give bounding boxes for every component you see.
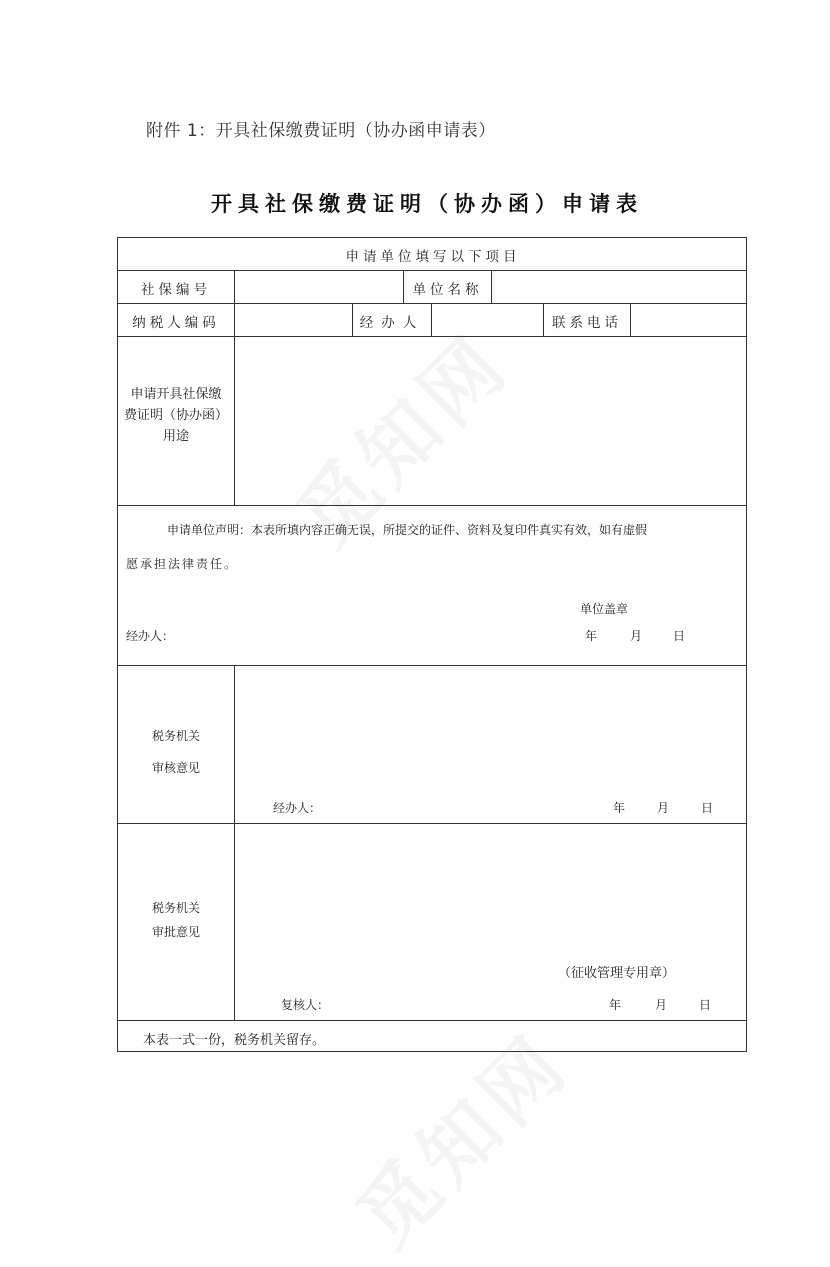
declaration-line-2: 愿承担法律责任。 (126, 557, 239, 571)
application-form (117, 237, 747, 1052)
tax-approval-label (118, 896, 234, 944)
social-security-no-field[interactable] (235, 271, 402, 303)
collection-stamp-label: （征收管理专用章） (558, 966, 676, 981)
unit-seal-label: 单位盖章 (580, 602, 629, 616)
tax-approval-day: 日 (699, 998, 712, 1012)
social-security-no-label: 社保编号 (141, 282, 211, 298)
tax-approval-month: 月 (655, 998, 668, 1012)
tax-review-year: 年 (613, 801, 626, 815)
purpose-field[interactable] (235, 337, 746, 504)
purpose-label-line-1: 申请开具社保缴 (130, 387, 222, 402)
applicant-section-header: 申请单位填写以下项目 (345, 249, 521, 265)
unit-name-label: 单位名称 (412, 282, 483, 298)
tax-review-handler-label: 经办人： (273, 801, 322, 815)
declaration-month: 月 (630, 629, 643, 643)
purpose-label (118, 384, 234, 447)
tax-approval-label-line-2: 审批意见 (151, 925, 200, 939)
contact-phone-field[interactable] (631, 304, 746, 336)
declaration-year: 年 (585, 629, 598, 643)
taxpayer-code-field[interactable] (235, 304, 351, 336)
tax-approval-opinion-field[interactable] (235, 824, 746, 1019)
purpose-label-line-2: 费证明（协办函） (123, 408, 228, 423)
declaration-line-1: 申请单位声明：本表所填内容正确无误，所提交的证件、资料及复印件真实有效，如有虚假 (167, 523, 648, 537)
tax-review-day: 日 (701, 801, 714, 815)
reviewer-label: 复核人： (281, 998, 330, 1012)
tax-review-label (118, 720, 234, 784)
unit-name-field[interactable] (492, 271, 746, 303)
declaration-day: 日 (673, 629, 686, 643)
tax-review-label-line-2: 审核意见 (151, 761, 200, 775)
form-title: 开具社保缴费证明（协办函）申请表 (211, 192, 643, 216)
contact-phone-label: 联系电话 (552, 315, 622, 331)
attachment-heading: 附件 1：开具社保缴费证明（协办函申请表） (146, 121, 496, 141)
footer-note: 本表一式一份，税务机关留存。 (143, 1033, 326, 1048)
handler-field[interactable] (432, 304, 542, 336)
handler-label: 经办人 (359, 315, 425, 331)
purpose-label-line-3: 用途 (162, 429, 189, 444)
tax-review-label-line-1: 税务机关 (151, 729, 200, 743)
tax-review-month: 月 (657, 801, 670, 815)
taxpayer-code-label: 纳税人编码 (132, 315, 220, 331)
tax-approval-label-line-1: 税务机关 (151, 901, 200, 915)
tax-approval-year: 年 (609, 998, 622, 1012)
declaration-handler-label: 经办人： (126, 629, 175, 643)
